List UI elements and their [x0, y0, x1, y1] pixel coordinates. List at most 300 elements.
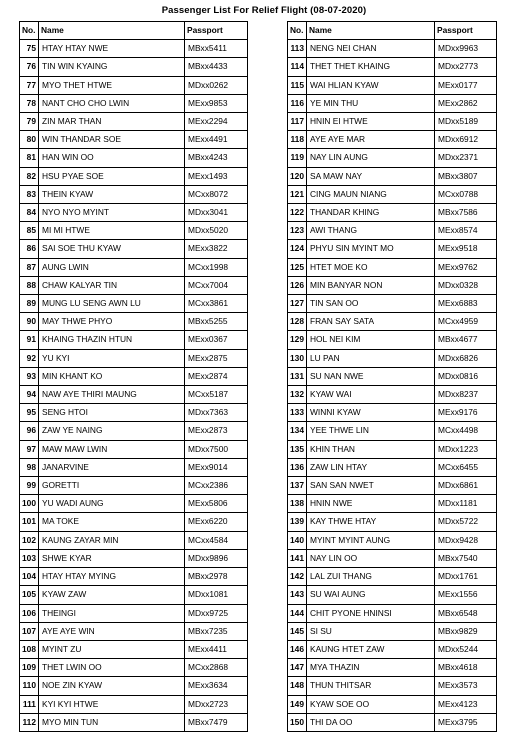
passenger-name: WIN THANDAR SOE [38, 131, 184, 149]
passenger-name: THI DA OO [306, 713, 434, 731]
passport-number: MDxx0816 [434, 367, 496, 385]
passport-number: MCxx2868 [184, 659, 247, 677]
passport-number: MCxx2386 [184, 477, 247, 495]
passenger-number: 83 [20, 185, 39, 203]
table-row [20, 404, 248, 422]
passport-number: MExx2294 [184, 113, 247, 131]
table-row [288, 240, 497, 258]
passenger-number: 118 [288, 131, 307, 149]
passport-number: MDxx5722 [434, 513, 496, 531]
table-row [288, 349, 497, 367]
passenger-name: LU PAN [306, 349, 434, 367]
passenger-number: 91 [20, 331, 39, 349]
passenger-name: HOL NEI KIM [306, 331, 434, 349]
passenger-number: 132 [288, 386, 307, 404]
passport-number: MBxx7540 [434, 549, 496, 567]
passenger-number: 105 [20, 586, 39, 604]
table-row [288, 659, 497, 677]
passenger-number: 140 [288, 531, 307, 549]
passenger-name: SENG HTOI [38, 404, 184, 422]
table-row [20, 713, 248, 731]
passport-number: MExx3573 [434, 677, 496, 695]
passenger-name: THANDAR KHING [306, 204, 434, 222]
passenger-name: MYO MIN TUN [38, 713, 184, 731]
passport-number: MBxx7235 [184, 622, 247, 640]
passenger-name: JANARVINE [38, 458, 184, 476]
table-row [20, 622, 248, 640]
table-row [288, 531, 497, 549]
passenger-number: 86 [20, 240, 39, 258]
passenger-number: 109 [20, 659, 39, 677]
passport-number: MExx2862 [434, 94, 496, 112]
column-header-passport: Passport [434, 22, 496, 40]
table-row [20, 149, 248, 167]
passenger-name: KYAW ZAW [38, 586, 184, 604]
passport-number: MExx9176 [434, 404, 496, 422]
column-header-no: No. [288, 22, 307, 40]
table-row [288, 58, 497, 76]
passenger-number: 144 [288, 604, 307, 622]
passenger-name: HTAY HTAY MYING [38, 568, 184, 586]
table-row [288, 477, 497, 495]
passenger-name: YU WADI AUNG [38, 495, 184, 513]
passport-number: MCxx4498 [434, 422, 496, 440]
passenger-number: 102 [20, 531, 39, 549]
passenger-name: WINNI KYAW [306, 404, 434, 422]
passenger-number: 127 [288, 295, 307, 313]
passport-number: MBxx5411 [184, 40, 247, 58]
passenger-name: KHAING THAZIN HTUN [38, 331, 184, 349]
passenger-number: 150 [288, 713, 307, 731]
passenger-number: 98 [20, 458, 39, 476]
passenger-number: 96 [20, 422, 39, 440]
column-header-name: Name [38, 22, 184, 40]
passport-number: MDxx2371 [434, 149, 496, 167]
table-row [20, 349, 248, 367]
passenger-name: NAY LIN AUNG [306, 149, 434, 167]
passenger-name: ZIN MAR THAN [38, 113, 184, 131]
passenger-number: 136 [288, 458, 307, 476]
passenger-name: NENG NEI CHAN [306, 40, 434, 58]
table-row [288, 331, 497, 349]
table-header-row [288, 22, 497, 40]
passenger-name: MYINT ZU [38, 640, 184, 658]
table-row [20, 440, 248, 458]
passport-number: MCxx7004 [184, 276, 247, 294]
passport-number: MDxx2723 [184, 695, 247, 713]
passenger-name: WAI HLIAN KYAW [306, 76, 434, 94]
passenger-name: NAY LIN OO [306, 549, 434, 567]
passenger-name: HAN WIN OO [38, 149, 184, 167]
passenger-number: 116 [288, 94, 307, 112]
passenger-name: HTAY HTAY NWE [38, 40, 184, 58]
passenger-number: 112 [20, 713, 39, 731]
page-title: Passenger List For Relief Flight (08-07-2020) [161, 5, 367, 16]
table-row [288, 440, 497, 458]
table-row [20, 185, 248, 203]
passenger-number: 148 [288, 677, 307, 695]
table-row [20, 386, 248, 404]
passport-number: MCxx6455 [434, 458, 496, 476]
passenger-name: NAW AYE THIRI MAUNG [38, 386, 184, 404]
passenger-name: THUN THITSAR [306, 677, 434, 695]
passenger-number: 97 [20, 440, 39, 458]
table-row [288, 258, 497, 276]
passport-number: MBxx5255 [184, 313, 247, 331]
passenger-number: 130 [288, 349, 307, 367]
passenger-number: 84 [20, 204, 39, 222]
passenger-name: NYO NYO MYINT [38, 204, 184, 222]
table-row [288, 404, 497, 422]
passport-number: MBxx6548 [434, 604, 496, 622]
passenger-number: 87 [20, 258, 39, 276]
passenger-name: SAN SAN NWET [306, 477, 434, 495]
passenger-number: 90 [20, 313, 39, 331]
passenger-number: 103 [20, 549, 39, 567]
table-row [20, 295, 248, 313]
passenger-name: ZAW YE NAING [38, 422, 184, 440]
passenger-name: MUNG LU SENG AWN LU [38, 295, 184, 313]
passport-number: MCxx1998 [184, 258, 247, 276]
passport-number: MExx2874 [184, 367, 247, 385]
passenger-name: AWI THANG [306, 222, 434, 240]
passport-number: MDxx3041 [184, 204, 247, 222]
passport-number: MExx1493 [184, 167, 247, 185]
table-row [20, 76, 248, 94]
passenger-number: 114 [288, 58, 307, 76]
table-row [288, 640, 497, 658]
passenger-number: 77 [20, 76, 39, 94]
table-row [20, 477, 248, 495]
passenger-name: MIN BANYAR NON [306, 276, 434, 294]
table-row [20, 495, 248, 513]
table-row [20, 40, 248, 58]
table-row [288, 313, 497, 331]
passenger-number: 134 [288, 422, 307, 440]
passport-number: MExx9014 [184, 458, 247, 476]
passenger-number: 89 [20, 295, 39, 313]
passenger-name: YEE THWE LIN [306, 422, 434, 440]
passenger-name: MAY THWE PHYO [38, 313, 184, 331]
table-header-row [20, 22, 248, 40]
table-row [20, 204, 248, 222]
table-row [288, 495, 497, 513]
passport-number: MDxx0328 [434, 276, 496, 294]
passenger-name: KAUNG HTET ZAW [306, 640, 434, 658]
table-row [288, 695, 497, 713]
passport-number: MDxx5189 [434, 113, 496, 131]
passenger-number: 145 [288, 622, 307, 640]
passport-number: MDxx5020 [184, 222, 247, 240]
passport-number: MExx9853 [184, 94, 247, 112]
table-row [20, 113, 248, 131]
passport-number: MExx9518 [434, 240, 496, 258]
passenger-name: MYINT MYINT AUNG [306, 531, 434, 549]
passenger-name: KYAW SOE OO [306, 695, 434, 713]
passenger-number: 146 [288, 640, 307, 658]
passenger-number: 141 [288, 549, 307, 567]
passport-number: MExx0367 [184, 331, 247, 349]
table-row [288, 549, 497, 567]
passenger-name: CING MAUN NIANG [306, 185, 434, 203]
passport-number: MCxx3861 [184, 295, 247, 313]
passenger-name: HNIN NWE [306, 495, 434, 513]
passenger-number: 101 [20, 513, 39, 531]
passenger-name: SA MAW NAY [306, 167, 434, 185]
passport-number: MDxx6912 [434, 131, 496, 149]
column-header-passport: Passport [184, 22, 247, 40]
passenger-number: 100 [20, 495, 39, 513]
passport-number: MDxx2773 [434, 58, 496, 76]
table-row [20, 677, 248, 695]
passenger-table-right [287, 21, 497, 732]
passport-number: MExx4491 [184, 131, 247, 149]
table-row [20, 331, 248, 349]
passenger-number: 93 [20, 367, 39, 385]
passenger-name: HSU PYAE SOE [38, 167, 184, 185]
passenger-name: MYA THAZIN [306, 659, 434, 677]
passenger-number: 79 [20, 113, 39, 131]
passenger-name: SU NAN NWE [306, 367, 434, 385]
passenger-name: MA TOKE [38, 513, 184, 531]
passenger-number: 108 [20, 640, 39, 658]
passenger-number: 92 [20, 349, 39, 367]
passport-number: MCxx8072 [184, 185, 247, 203]
passport-number: MDxx6861 [434, 477, 496, 495]
passenger-number: 129 [288, 331, 307, 349]
passenger-name: YE MIN THU [306, 94, 434, 112]
table-row [288, 131, 497, 149]
passenger-number: 78 [20, 94, 39, 112]
table-row [20, 659, 248, 677]
passport-number: MBxx9829 [434, 622, 496, 640]
table-row [20, 422, 248, 440]
passenger-number: 139 [288, 513, 307, 531]
table-row [288, 422, 497, 440]
passport-number: MDxx8237 [434, 386, 496, 404]
passport-number: MDxx9896 [184, 549, 247, 567]
passenger-name: KHIN THAN [306, 440, 434, 458]
passport-number: MExx2873 [184, 422, 247, 440]
table-row [288, 40, 497, 58]
table-row [20, 222, 248, 240]
table-row [20, 531, 248, 549]
table-row [288, 113, 497, 131]
passenger-name: HNIN EI HTWE [306, 113, 434, 131]
passenger-number: 95 [20, 404, 39, 422]
passport-number: MDxx5244 [434, 640, 496, 658]
table-row [20, 513, 248, 531]
passenger-number: 113 [288, 40, 307, 58]
passport-number: MExx4411 [184, 640, 247, 658]
passenger-number: 125 [288, 258, 307, 276]
passport-number: MBxx4433 [184, 58, 247, 76]
passenger-name: NOE ZIN KYAW [38, 677, 184, 695]
passport-number: MDxx9963 [434, 40, 496, 58]
passenger-name: MAW MAW LWIN [38, 440, 184, 458]
passport-number: MCxx0788 [434, 185, 496, 203]
passenger-name: SU WAI AUNG [306, 586, 434, 604]
passport-number: MExx9762 [434, 258, 496, 276]
passenger-name: KYI KYI HTWE [38, 695, 184, 713]
table-row [288, 386, 497, 404]
passenger-name: AYE AYE WIN [38, 622, 184, 640]
passenger-name: CHIT PYONE HNINSI [306, 604, 434, 622]
table-row [20, 131, 248, 149]
passenger-number: 99 [20, 477, 39, 495]
passenger-number: 75 [20, 40, 39, 58]
passenger-number: 80 [20, 131, 39, 149]
table-row [20, 549, 248, 567]
passenger-number: 121 [288, 185, 307, 203]
passenger-number: 81 [20, 149, 39, 167]
table-row [288, 295, 497, 313]
passenger-number: 85 [20, 222, 39, 240]
table-row [288, 167, 497, 185]
passport-number: MCxx5187 [184, 386, 247, 404]
passport-number: MBxx4243 [184, 149, 247, 167]
passenger-number: 88 [20, 276, 39, 294]
passport-number: MBxx7586 [434, 204, 496, 222]
table-row [20, 695, 248, 713]
passenger-name: KYAW WAI [306, 386, 434, 404]
passport-number: MExx0177 [434, 76, 496, 94]
table-row [288, 94, 497, 112]
passenger-number: 149 [288, 695, 307, 713]
passport-number: MDxx1081 [184, 586, 247, 604]
passport-number: MDxx9725 [184, 604, 247, 622]
passenger-number: 124 [288, 240, 307, 258]
table-row [20, 58, 248, 76]
table-row [288, 458, 497, 476]
passenger-number: 82 [20, 167, 39, 185]
passenger-table-left [19, 21, 248, 732]
table-row [20, 313, 248, 331]
table-row [288, 149, 497, 167]
passenger-name: THEIN KYAW [38, 185, 184, 203]
passenger-name: THET THET KHAING [306, 58, 434, 76]
passport-number: MDxx7500 [184, 440, 247, 458]
passenger-number: 110 [20, 677, 39, 695]
passport-number: MExx1556 [434, 586, 496, 604]
table-row [288, 586, 497, 604]
passenger-name: YU KYI [38, 349, 184, 367]
passenger-name: SI SU [306, 622, 434, 640]
passenger-number: 143 [288, 586, 307, 604]
passenger-number: 142 [288, 568, 307, 586]
passport-number: MCxx4959 [434, 313, 496, 331]
table-row [288, 513, 497, 531]
table-row [288, 276, 497, 294]
passport-number: MBxx3807 [434, 167, 496, 185]
table-row [20, 258, 248, 276]
passport-number: MDxx7363 [184, 404, 247, 422]
passenger-number: 126 [288, 276, 307, 294]
table-row [288, 568, 497, 586]
table-row [20, 276, 248, 294]
passenger-name: PHYU SIN MYINT MO [306, 240, 434, 258]
table-row [288, 622, 497, 640]
passport-number: MExx6883 [434, 295, 496, 313]
passport-number: MDxx6826 [434, 349, 496, 367]
passenger-name: SHWE KYAR [38, 549, 184, 567]
passenger-name: KAY THWE HTAY [306, 513, 434, 531]
passport-number: MBxx7479 [184, 713, 247, 731]
passport-number: MExx4123 [434, 695, 496, 713]
passport-number: MBxx4677 [434, 331, 496, 349]
passenger-name: AYE AYE MAR [306, 131, 434, 149]
passport-number: MCxx4584 [184, 531, 247, 549]
passport-number: MBxx2978 [184, 568, 247, 586]
passenger-number: 138 [288, 495, 307, 513]
passenger-name: LAL ZUI THANG [306, 568, 434, 586]
passenger-name: KAUNG ZAYAR MIN [38, 531, 184, 549]
table-row [288, 204, 497, 222]
table-row [20, 568, 248, 586]
passenger-number: 104 [20, 568, 39, 586]
passenger-number: 120 [288, 167, 307, 185]
passenger-name: CHAW KALYAR TIN [38, 276, 184, 294]
passenger-number: 94 [20, 386, 39, 404]
passenger-name: THEINGI [38, 604, 184, 622]
passenger-name: MYO THET HTWE [38, 76, 184, 94]
passport-number: MDxx1761 [434, 568, 496, 586]
passport-number: MExx3634 [184, 677, 247, 695]
passenger-number: 117 [288, 113, 307, 131]
table-row [20, 604, 248, 622]
passenger-name: ZAW LIN HTAY [306, 458, 434, 476]
passenger-name: SAI SOE THU KYAW [38, 240, 184, 258]
passenger-number: 133 [288, 404, 307, 422]
passenger-number: 147 [288, 659, 307, 677]
table-row [288, 367, 497, 385]
passport-number: MExx8574 [434, 222, 496, 240]
table-row [20, 240, 248, 258]
passport-number: MDxx1223 [434, 440, 496, 458]
table-row [20, 640, 248, 658]
table-row [288, 222, 497, 240]
passenger-name: AUNG LWIN [38, 258, 184, 276]
passenger-name: TIN WIN KYAING [38, 58, 184, 76]
passport-number: MDxx9428 [434, 531, 496, 549]
passport-number: MBxx4618 [434, 659, 496, 677]
passenger-number: 119 [288, 149, 307, 167]
passport-number: MExx6220 [184, 513, 247, 531]
table-row [20, 586, 248, 604]
passenger-number: 122 [288, 204, 307, 222]
passenger-name: HTET MOE KO [306, 258, 434, 276]
passenger-number: 106 [20, 604, 39, 622]
table-row [20, 167, 248, 185]
table-row [288, 185, 497, 203]
column-header-no: No. [20, 22, 39, 40]
passenger-name: FRAN SAY SATA [306, 313, 434, 331]
passenger-number: 115 [288, 76, 307, 94]
passenger-name: MIN KHANT KO [38, 367, 184, 385]
table-row [288, 677, 497, 695]
passenger-name: THET LWIN OO [38, 659, 184, 677]
passport-number: MExx2875 [184, 349, 247, 367]
passenger-number: 137 [288, 477, 307, 495]
passenger-number: 128 [288, 313, 307, 331]
passenger-name: MI MI HTWE [38, 222, 184, 240]
table-row [20, 367, 248, 385]
passenger-number: 123 [288, 222, 307, 240]
table-row [20, 94, 248, 112]
passport-number: MExx3822 [184, 240, 247, 258]
table-row [288, 713, 497, 731]
table-row [20, 458, 248, 476]
